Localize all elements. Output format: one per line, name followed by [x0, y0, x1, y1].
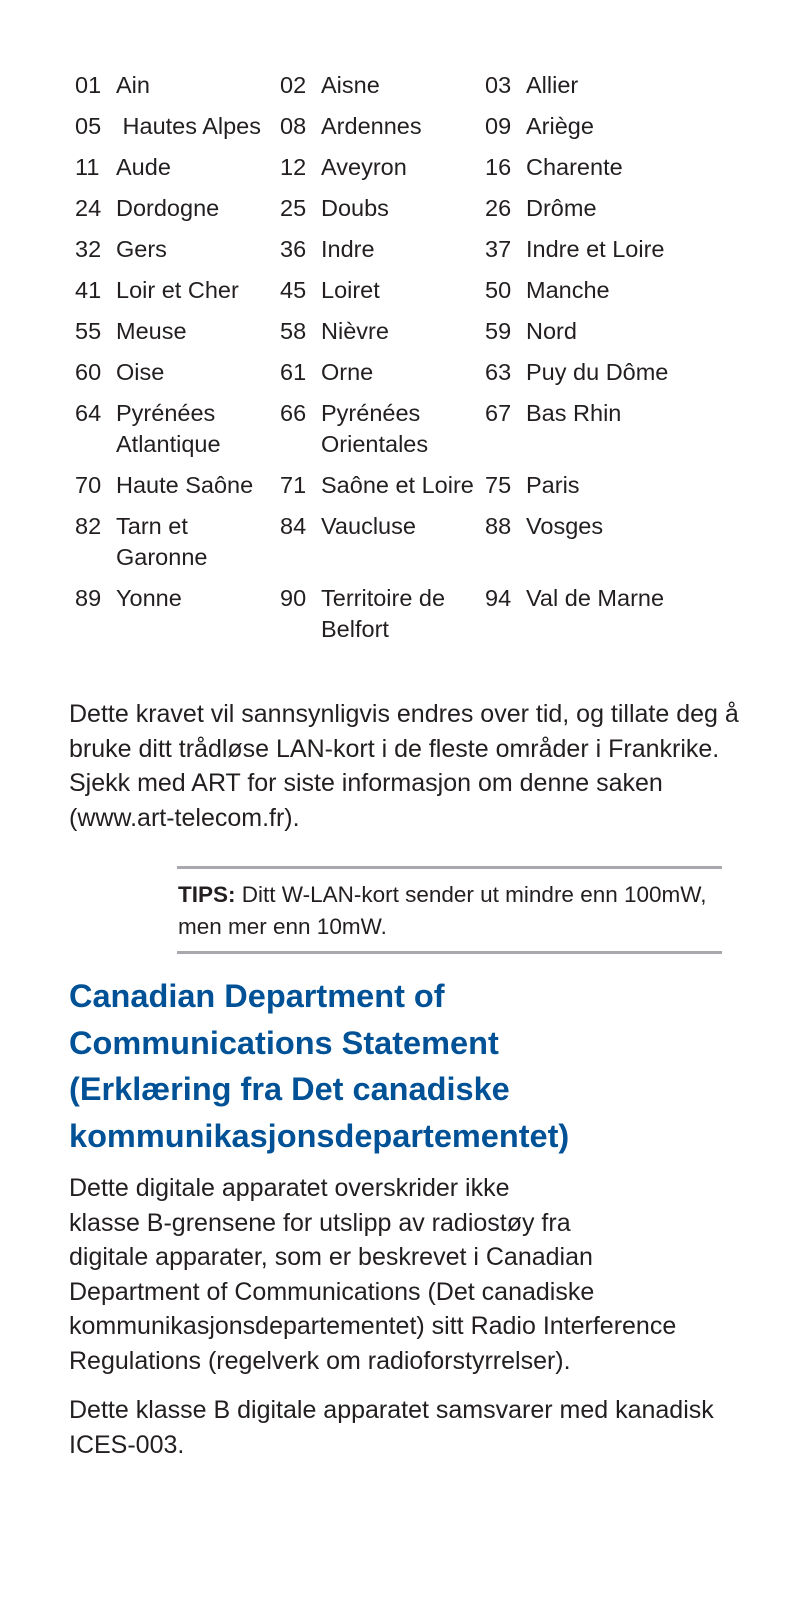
- department-table: [75, 70, 735, 655]
- department-name: [321, 398, 481, 460]
- department-name: Oise: [116, 359, 165, 385]
- heading-line: (Erklæring fra Det canadiske: [69, 1071, 510, 1107]
- department-cell: [485, 234, 690, 275]
- department-name: Doubs: [321, 195, 389, 221]
- department-cell: [280, 357, 485, 398]
- table-row: [75, 398, 735, 470]
- table-row: [75, 70, 735, 111]
- department-cell: [280, 511, 485, 583]
- department-number: 24: [75, 195, 102, 221]
- department-name-line: Orientales: [321, 431, 429, 457]
- department-cell: [75, 398, 280, 470]
- paragraph-line: Department of Communications (Det canadiske: [69, 1277, 595, 1306]
- table-row: [75, 275, 735, 316]
- department-cell: [75, 193, 280, 234]
- department-number: 36: [280, 236, 307, 262]
- table-row: [75, 470, 735, 511]
- table-row: [75, 316, 735, 357]
- department-name: Paris: [526, 472, 580, 498]
- department-cell: [280, 398, 485, 470]
- table-row: [75, 583, 735, 655]
- department-name: Allier: [526, 72, 579, 98]
- department-name: Yonne: [116, 585, 182, 611]
- department-number: 45: [280, 277, 307, 303]
- department-cell: [75, 111, 280, 152]
- department-number: 75: [485, 472, 512, 498]
- department-number: 90: [280, 585, 307, 611]
- department-cell: [485, 398, 690, 470]
- department-name-line: Pyrénées: [116, 400, 216, 426]
- paragraph-line: Regulations (regelverk om radioforstyrrelser).: [69, 1346, 571, 1375]
- paragraph-line: Dette digitale apparatet overskrider ikke: [69, 1174, 510, 1202]
- department-number: 63: [485, 359, 512, 385]
- table-row: [75, 193, 735, 234]
- department-number: 70: [75, 472, 102, 498]
- ices-paragraph: Dette klasse B digitale apparatet samsvarer med kanadisk ICES-003.: [69, 1396, 714, 1459]
- department-number: 84: [280, 513, 307, 539]
- department-name: Aisne: [321, 72, 380, 98]
- tip-text: [178, 879, 718, 942]
- section-heading: [69, 973, 769, 1159]
- department-cell: [75, 511, 280, 583]
- department-name: Bas Rhin: [526, 400, 622, 426]
- department-name: Indre: [321, 236, 375, 262]
- department-name: Drôme: [526, 195, 597, 221]
- department-cell: [280, 111, 485, 152]
- department-name: Vosges: [526, 513, 604, 539]
- department-cell: [485, 316, 690, 357]
- department-name: Ain: [116, 72, 150, 98]
- department-number: 60: [75, 359, 102, 385]
- department-number: 71: [280, 472, 307, 498]
- department-name-line: Belfort: [321, 616, 389, 642]
- department-name: Haute Saône: [116, 472, 254, 498]
- department-number: 50: [485, 277, 512, 303]
- department-cell: [75, 357, 280, 398]
- department-name-line: Tarn et: [116, 513, 188, 539]
- department-cell: [280, 152, 485, 193]
- department-cell: [280, 470, 485, 511]
- department-name: Ariège: [526, 113, 594, 139]
- paragraph-line: kommunikasjonsdepartementet) sitt Radio Interference: [69, 1312, 677, 1340]
- department-cell: [280, 583, 485, 655]
- department-name: Ardennes: [321, 113, 422, 139]
- heading-line: kommunikasjonsdepartementet): [69, 1117, 570, 1154]
- department-cell: [75, 152, 280, 193]
- department-name: [321, 583, 481, 645]
- department-cell: [75, 583, 280, 655]
- department-number: 09: [485, 113, 512, 139]
- art-info-paragraph: Dette kravet vil sannsynligvis endres over tid, og tillate deg å bruke ditt trådløse LAN-kort i de fleste områder i Frankrike. Sjekk med ART for siste informasjon om denne saken (www.art-telecom.fr).: [69, 700, 739, 832]
- department-number: 61: [280, 359, 307, 385]
- department-cell: [280, 193, 485, 234]
- department-name: Puy du Dôme: [526, 359, 669, 385]
- department-name: Nord: [526, 318, 577, 344]
- department-number: 64: [75, 400, 102, 426]
- department-cell: [485, 193, 690, 234]
- department-name: Aude: [116, 154, 171, 180]
- department-number: 89: [75, 585, 102, 611]
- heading-line: Canadian Department of: [69, 978, 445, 1014]
- department-number: 58: [280, 318, 307, 344]
- department-number: 41: [75, 277, 102, 303]
- department-name-line: Pyrénées: [321, 400, 421, 426]
- department-name: Val de Marne: [526, 585, 665, 611]
- department-number: 82: [75, 513, 102, 539]
- department-cell: [485, 470, 690, 511]
- department-name: Gers: [116, 236, 167, 262]
- department-cell: [75, 275, 280, 316]
- department-cell: [485, 70, 690, 111]
- department-name: Orne: [321, 359, 374, 385]
- table-row: [75, 152, 735, 193]
- paragraph-line: klasse B-grensene for utslipp av radiostøy fra: [69, 1208, 571, 1237]
- department-number: 26: [485, 195, 512, 221]
- department-cell: [280, 275, 485, 316]
- department-cell: [485, 111, 690, 152]
- department-number: 55: [75, 318, 102, 344]
- table-row: [75, 511, 735, 583]
- heading-line: Communications Statement: [69, 1024, 499, 1061]
- department-name: [116, 398, 276, 460]
- department-number: 88: [485, 513, 512, 539]
- department-name: [116, 511, 276, 573]
- department-number: 02: [280, 72, 307, 98]
- department-cell: [280, 234, 485, 275]
- department-cell: [485, 511, 690, 583]
- department-number: 59: [485, 318, 512, 344]
- department-cell: [485, 357, 690, 398]
- department-number: 08: [280, 113, 307, 139]
- table-row: [75, 234, 735, 275]
- department-number: 67: [485, 400, 512, 426]
- department-name: Indre et Loire: [526, 236, 665, 262]
- department-cell: [75, 316, 280, 357]
- department-number: 05: [75, 113, 102, 139]
- department-number: 11: [75, 154, 100, 180]
- department-cell: [485, 152, 690, 193]
- department-name-line: Garonne: [116, 544, 208, 570]
- department-name: Hautes Alpes: [116, 113, 262, 139]
- department-number: 66: [280, 400, 307, 426]
- department-name: Charente: [526, 154, 623, 180]
- department-name-line: Atlantique: [116, 431, 221, 457]
- department-name: Nièvre: [321, 318, 389, 344]
- department-cell: [485, 275, 690, 316]
- department-cell: [485, 583, 690, 655]
- department-name: Vaucluse: [321, 513, 416, 539]
- tip-box: [177, 866, 722, 954]
- department-name: Dordogne: [116, 195, 220, 221]
- department-number: 03: [485, 72, 512, 98]
- department-number: 37: [485, 236, 512, 262]
- department-name: Aveyron: [321, 154, 407, 180]
- table-row: [75, 357, 735, 398]
- department-number: 32: [75, 236, 102, 262]
- paragraph-line: digitale apparater, som er beskrevet i Canadian: [69, 1243, 593, 1271]
- department-name: Loir et Cher: [116, 277, 239, 303]
- department-name: Saône et Loire: [321, 472, 474, 498]
- department-name: Manche: [526, 277, 610, 303]
- department-number: 16: [485, 154, 512, 180]
- department-cell: [75, 470, 280, 511]
- department-cell: [280, 70, 485, 111]
- table-row: [75, 111, 735, 152]
- department-name: Meuse: [116, 318, 187, 344]
- department-name-line: Territoire de: [321, 585, 446, 611]
- department-number: 12: [280, 154, 307, 180]
- canada-statement-paragraph: [69, 1171, 739, 1378]
- tip-label: TIPS:: [178, 882, 236, 907]
- tip-body: Ditt W-LAN-kort sender ut mindre enn 100mW, men mer enn 10mW.: [178, 882, 707, 939]
- department-cell: [75, 70, 280, 111]
- department-name: Loiret: [321, 277, 380, 303]
- department-number: 01: [75, 72, 102, 98]
- department-number: 25: [280, 195, 307, 221]
- department-cell: [75, 234, 280, 275]
- department-number: 94: [485, 585, 512, 611]
- department-cell: [280, 316, 485, 357]
